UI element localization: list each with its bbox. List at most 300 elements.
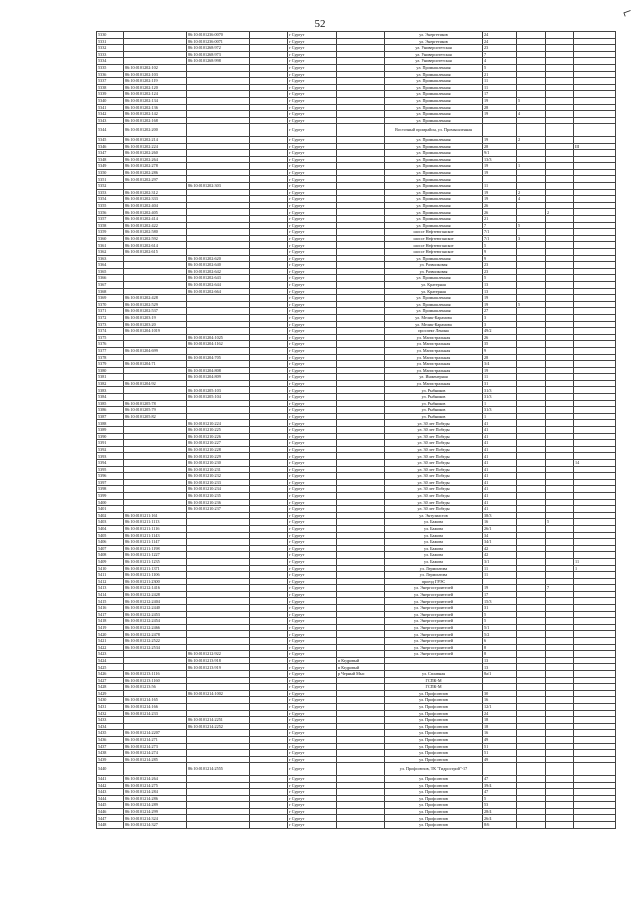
korpus-cell bbox=[517, 519, 546, 526]
room-cell bbox=[574, 281, 616, 288]
row-number: 5355 bbox=[97, 202, 124, 209]
city-cell: г Сургут bbox=[288, 730, 337, 737]
locality-cell bbox=[337, 249, 385, 256]
apartment-cell bbox=[546, 255, 574, 262]
cadastral-number-premises bbox=[187, 815, 250, 822]
house-cell: 19 bbox=[483, 111, 517, 118]
cadastral-number-premises: 86:10:0101202:644 bbox=[187, 281, 250, 288]
korpus-cell bbox=[517, 499, 546, 506]
cadastral-number-premises: 86:10:0101204:1162 bbox=[187, 341, 250, 348]
room-cell bbox=[574, 453, 616, 460]
cadastral-number-premises bbox=[187, 196, 250, 203]
apartment-cell bbox=[546, 78, 574, 85]
street-cell: ул. Магистральная bbox=[385, 341, 483, 348]
korpus-cell bbox=[517, 782, 546, 789]
cadastral-number-building: 86:10:0101214:273 bbox=[124, 743, 187, 750]
blank-cell bbox=[250, 539, 288, 546]
house-cell: 34/1 bbox=[483, 539, 517, 546]
house-cell: 11 bbox=[483, 78, 517, 85]
house-cell: 41 bbox=[483, 466, 517, 473]
locality-cell bbox=[337, 413, 385, 420]
apartment-cell bbox=[546, 58, 574, 65]
korpus-cell bbox=[517, 605, 546, 612]
street-cell: ул. Кратерная bbox=[385, 281, 483, 288]
city-cell: г Сургут bbox=[288, 618, 337, 625]
cadastral-number-building bbox=[124, 433, 187, 440]
cadastral-number-premises bbox=[187, 611, 250, 618]
room-cell bbox=[574, 111, 616, 118]
row-number: 5424 bbox=[97, 657, 124, 664]
korpus-cell bbox=[517, 209, 546, 216]
table-row bbox=[97, 380, 616, 387]
cadastral-number-building bbox=[124, 387, 187, 394]
room-cell bbox=[574, 45, 616, 52]
locality-cell bbox=[337, 552, 385, 559]
blank-cell bbox=[250, 216, 288, 223]
cadastral-number-building: 86:10:0101214:284 bbox=[124, 789, 187, 796]
cadastral-number-premises bbox=[187, 117, 250, 124]
house-cell: 41 bbox=[483, 492, 517, 499]
cadastral-number-building: 86:10:0101211:1198 bbox=[124, 545, 187, 552]
cadastral-number-building: 86:10:0101202:333 bbox=[124, 196, 187, 203]
room-cell bbox=[574, 545, 616, 552]
street-cell: ул. Профсоюзов, ТК "Гидрострой"-17 bbox=[385, 763, 483, 776]
cadastral-number-premises bbox=[187, 618, 250, 625]
street-cell: ул. Промышленная bbox=[385, 222, 483, 229]
city-cell: г Сургут bbox=[288, 328, 337, 335]
city-cell: г Сургут bbox=[288, 104, 337, 111]
row-number: 5439 bbox=[97, 756, 124, 763]
table-row bbox=[97, 638, 616, 645]
apartment-cell bbox=[546, 433, 574, 440]
apartment-cell bbox=[546, 124, 574, 137]
korpus-cell bbox=[517, 545, 546, 552]
blank-cell bbox=[250, 301, 288, 308]
row-number: 5379 bbox=[97, 361, 124, 368]
cadastral-number-premises bbox=[187, 91, 250, 98]
locality-cell bbox=[337, 420, 385, 427]
korpus-cell bbox=[517, 506, 546, 513]
row-number: 5436 bbox=[97, 736, 124, 743]
row-number: 5445 bbox=[97, 802, 124, 809]
blank-cell bbox=[250, 775, 288, 782]
table-row bbox=[97, 314, 616, 321]
apartment-cell bbox=[546, 407, 574, 414]
cadastral-number-premises bbox=[187, 328, 250, 335]
room-cell bbox=[574, 314, 616, 321]
house-cell: 30 bbox=[483, 690, 517, 697]
apartment-cell bbox=[546, 717, 574, 724]
room-cell bbox=[574, 802, 616, 809]
cadastral-number-premises bbox=[187, 638, 250, 645]
street-cell: ул. Энергостроителей bbox=[385, 585, 483, 592]
house-cell: 3/4 bbox=[483, 361, 517, 368]
house-cell: 16 bbox=[483, 730, 517, 737]
locality-cell bbox=[337, 532, 385, 539]
korpus-cell bbox=[517, 281, 546, 288]
blank-cell bbox=[250, 71, 288, 78]
cadastral-number-building: 86:10:0101202:142 bbox=[124, 111, 187, 118]
locality-cell bbox=[337, 91, 385, 98]
cadastral-number-building bbox=[124, 506, 187, 513]
city-cell: г Сургут bbox=[288, 697, 337, 704]
city-cell: г Сургут bbox=[288, 717, 337, 724]
table-row bbox=[97, 71, 616, 78]
city-cell: г Сургут bbox=[288, 710, 337, 717]
cadastral-number-premises: 86:10:0101210:232 bbox=[187, 473, 250, 480]
city-cell: г Сургут bbox=[288, 400, 337, 407]
page-number: 52 bbox=[314, 18, 326, 30]
room-cell bbox=[574, 407, 616, 414]
apartment-cell bbox=[546, 802, 574, 809]
row-number: 5390 bbox=[97, 433, 124, 440]
blank-cell bbox=[250, 268, 288, 275]
blank-cell bbox=[250, 314, 288, 321]
city-cell: г Сургут bbox=[288, 690, 337, 697]
city-cell: г Сургут bbox=[288, 453, 337, 460]
cadastral-number-premises: 86:10:0101204:809 bbox=[187, 374, 250, 381]
korpus-cell bbox=[517, 492, 546, 499]
cadastral-number-premises bbox=[187, 169, 250, 176]
locality-cell bbox=[337, 169, 385, 176]
city-cell: г Сургут bbox=[288, 196, 337, 203]
blank-cell bbox=[250, 97, 288, 104]
street-cell: ул. Бажова bbox=[385, 545, 483, 552]
korpus-cell bbox=[517, 124, 546, 137]
house-cell: 9 bbox=[483, 255, 517, 262]
locality-cell: п Кедровый bbox=[337, 664, 385, 671]
city-cell: г Сургут bbox=[288, 216, 337, 223]
house-cell: 1 bbox=[483, 400, 517, 407]
locality-cell bbox=[337, 723, 385, 730]
locality-cell bbox=[337, 789, 385, 796]
locality-cell bbox=[337, 183, 385, 190]
street-cell: ул. Развилковая bbox=[385, 268, 483, 275]
korpus-cell bbox=[517, 308, 546, 315]
apartment-cell bbox=[546, 242, 574, 249]
table-row bbox=[97, 32, 616, 39]
blank-cell bbox=[250, 58, 288, 65]
room-cell bbox=[574, 334, 616, 341]
cadastral-number-building: 86:10:0101202:214 bbox=[124, 136, 187, 143]
korpus-cell bbox=[517, 407, 546, 414]
locality-cell bbox=[337, 136, 385, 143]
locality-cell bbox=[337, 479, 385, 486]
house-cell: 53 bbox=[483, 802, 517, 809]
apartment-cell bbox=[546, 229, 574, 236]
room-cell bbox=[574, 822, 616, 829]
street-cell: ул. Энергостроителей bbox=[385, 605, 483, 612]
house-cell: 8а/1 bbox=[483, 671, 517, 678]
street-cell: ул. Бажова bbox=[385, 525, 483, 532]
room-cell bbox=[574, 651, 616, 658]
row-number: 5425 bbox=[97, 664, 124, 671]
cadastral-number-building: 86:10:0101211:1143 bbox=[124, 532, 187, 539]
apartment-cell bbox=[546, 111, 574, 118]
room-cell bbox=[574, 710, 616, 717]
table-row bbox=[97, 651, 616, 658]
locality-cell bbox=[337, 624, 385, 631]
cadastral-number-building: 86:10:0101212:2454 bbox=[124, 618, 187, 625]
locality-cell bbox=[337, 394, 385, 401]
apartment-cell bbox=[546, 730, 574, 737]
street-cell: ГСПК-М bbox=[385, 684, 483, 691]
city-cell: г Сургут bbox=[288, 723, 337, 730]
row-number: 5432 bbox=[97, 710, 124, 717]
house-cell: 19 bbox=[483, 301, 517, 308]
locality-cell bbox=[337, 38, 385, 45]
blank-cell bbox=[250, 262, 288, 269]
apartment-cell bbox=[546, 183, 574, 190]
row-number: 5370 bbox=[97, 301, 124, 308]
table-row bbox=[97, 763, 616, 776]
cadastral-number-premises bbox=[187, 736, 250, 743]
row-number: 5444 bbox=[97, 795, 124, 802]
locality-cell bbox=[337, 815, 385, 822]
cadastral-number-building bbox=[124, 664, 187, 671]
city-cell: г Сургут bbox=[288, 703, 337, 710]
korpus-cell bbox=[517, 677, 546, 684]
room-cell bbox=[574, 32, 616, 39]
cadastral-number-building: 86:10:0101212:2466 bbox=[124, 624, 187, 631]
apartment-cell bbox=[546, 400, 574, 407]
city-cell: г Сургут bbox=[288, 427, 337, 434]
table-row bbox=[97, 341, 616, 348]
street-cell: ул. Промышленная bbox=[385, 209, 483, 216]
table-row bbox=[97, 328, 616, 335]
apartment-cell bbox=[546, 756, 574, 763]
korpus-cell bbox=[517, 479, 546, 486]
house-cell: 16 bbox=[483, 519, 517, 526]
row-number: 5354 bbox=[97, 196, 124, 203]
room-cell: 14 bbox=[574, 460, 616, 467]
street-cell: ул. Университетская bbox=[385, 45, 483, 52]
street-cell: ул. Промышленная bbox=[385, 136, 483, 143]
locality-cell bbox=[337, 631, 385, 638]
room-cell bbox=[574, 440, 616, 447]
room-cell bbox=[574, 486, 616, 493]
blank-cell bbox=[250, 479, 288, 486]
cadastral-number-premises: 86:10:0101204:808 bbox=[187, 367, 250, 374]
row-number: 5428 bbox=[97, 684, 124, 691]
apartment-cell bbox=[546, 815, 574, 822]
cadastral-number-building bbox=[124, 58, 187, 65]
cadastral-number-premises: 86:10:0101202:640 bbox=[187, 262, 250, 269]
korpus-cell bbox=[517, 763, 546, 776]
house-cell: 42 bbox=[483, 552, 517, 559]
room-cell bbox=[574, 361, 616, 368]
table-row bbox=[97, 38, 616, 45]
city-cell: г Сургут bbox=[288, 38, 337, 45]
house-cell: 15/3 bbox=[483, 598, 517, 605]
cadastral-number-premises: 86:10:0101210:229 bbox=[187, 453, 250, 460]
cadastral-number-building: 86:10:0101202:592 bbox=[124, 235, 187, 242]
cadastral-number-building bbox=[124, 268, 187, 275]
room-cell bbox=[574, 354, 616, 361]
row-number: 5394 bbox=[97, 460, 124, 467]
cadastral-number-premises: 86:10:0101210:227 bbox=[187, 440, 250, 447]
row-number: 5398 bbox=[97, 486, 124, 493]
city-cell: г Сургут bbox=[288, 624, 337, 631]
city-cell: г Сургут bbox=[288, 558, 337, 565]
locality-cell bbox=[337, 209, 385, 216]
apartment-cell bbox=[546, 651, 574, 658]
room-cell bbox=[574, 242, 616, 249]
cadastral-number-premises bbox=[187, 750, 250, 757]
street-cell: шоссе Нефтеюганское bbox=[385, 249, 483, 256]
row-number: 5359 bbox=[97, 229, 124, 236]
table-row bbox=[97, 255, 616, 262]
room-cell bbox=[574, 736, 616, 743]
table-row bbox=[97, 275, 616, 282]
house-cell: 47 bbox=[483, 789, 517, 796]
cadastral-number-premises bbox=[187, 519, 250, 526]
city-cell: г Сургут bbox=[288, 822, 337, 829]
apartment-cell bbox=[546, 473, 574, 480]
table-row bbox=[97, 618, 616, 625]
table-row bbox=[97, 539, 616, 546]
blank-cell bbox=[250, 545, 288, 552]
cadastral-number-premises: 86:10:0101236:0070 bbox=[187, 32, 250, 39]
cadastral-number-building: 86:10:0101214:289 bbox=[124, 802, 187, 809]
street-cell: ул. Бажова bbox=[385, 539, 483, 546]
cadastral-number-building: 86:10:0101202:103 bbox=[124, 71, 187, 78]
blank-cell bbox=[250, 117, 288, 124]
locality-cell bbox=[337, 644, 385, 651]
row-number: 5373 bbox=[97, 321, 124, 328]
korpus-cell bbox=[517, 703, 546, 710]
table-row bbox=[97, 631, 616, 638]
apartment-cell bbox=[546, 117, 574, 124]
cadastral-number-building bbox=[124, 651, 187, 658]
locality-cell bbox=[337, 750, 385, 757]
locality-cell bbox=[337, 275, 385, 282]
blank-cell bbox=[250, 222, 288, 229]
korpus-cell bbox=[517, 255, 546, 262]
cadastral-number-building: 86:10:0101212:2522 bbox=[124, 638, 187, 645]
blank-cell bbox=[250, 51, 288, 58]
korpus-cell bbox=[517, 117, 546, 124]
cadastral-number-premises: 86:10:0101213:919 bbox=[187, 664, 250, 671]
cadastral-number-building: 86:10:0101214:285 bbox=[124, 756, 187, 763]
cadastral-number-premises bbox=[187, 189, 250, 196]
locality-cell bbox=[337, 288, 385, 295]
register-sheet bbox=[96, 31, 582, 889]
blank-cell bbox=[250, 124, 288, 137]
house-cell: 19 bbox=[483, 97, 517, 104]
street-cell: ул. Промышленная bbox=[385, 202, 483, 209]
row-number: 5448 bbox=[97, 822, 124, 829]
cadastral-number-premises bbox=[187, 572, 250, 579]
row-number: 5346 bbox=[97, 143, 124, 150]
korpus-cell bbox=[517, 427, 546, 434]
row-number: 5401 bbox=[97, 506, 124, 513]
house-cell bbox=[483, 677, 517, 684]
blank-cell bbox=[250, 380, 288, 387]
cadastral-number-premises bbox=[187, 644, 250, 651]
city-cell: г Сургут bbox=[288, 433, 337, 440]
row-number: 5348 bbox=[97, 156, 124, 163]
house-cell: 41 bbox=[483, 427, 517, 434]
locality-cell bbox=[337, 763, 385, 776]
table-row bbox=[97, 196, 616, 203]
korpus-cell bbox=[517, 789, 546, 796]
cadastral-number-building: 86:10:0101205:79 bbox=[124, 407, 187, 414]
room-cell bbox=[574, 690, 616, 697]
house-cell: 47 bbox=[483, 775, 517, 782]
city-cell: г Сургут bbox=[288, 334, 337, 341]
street-cell: ул. Рыбников bbox=[385, 387, 483, 394]
room-cell bbox=[574, 808, 616, 815]
street-cell: ул. Профсоюзов bbox=[385, 802, 483, 809]
city-cell: г Сургут bbox=[288, 486, 337, 493]
blank-cell bbox=[250, 743, 288, 750]
house-cell: 8 bbox=[483, 651, 517, 658]
korpus-cell bbox=[517, 591, 546, 598]
street-cell: ул. Энергостроителей bbox=[385, 644, 483, 651]
city-cell: г Сургут bbox=[288, 143, 337, 150]
table-row bbox=[97, 460, 616, 467]
table-row bbox=[97, 45, 616, 52]
apartment-cell bbox=[546, 572, 574, 579]
house-cell: 19 bbox=[483, 169, 517, 176]
room-cell bbox=[574, 585, 616, 592]
house-cell: 24 bbox=[483, 32, 517, 39]
street-cell: ул. 30 лет Победы bbox=[385, 420, 483, 427]
blank-cell bbox=[250, 136, 288, 143]
korpus-cell bbox=[517, 176, 546, 183]
street-cell: ул. Мелик-Карамова bbox=[385, 314, 483, 321]
house-cell: 3 bbox=[483, 321, 517, 328]
room-cell bbox=[574, 367, 616, 374]
row-number: 5396 bbox=[97, 473, 124, 480]
row-number: 5411 bbox=[97, 572, 124, 579]
room-cell bbox=[574, 539, 616, 546]
street-cell: ул. Бажова bbox=[385, 532, 483, 539]
korpus-cell bbox=[517, 552, 546, 559]
street-cell: ул. Мелик-Карамова bbox=[385, 321, 483, 328]
city-cell: г Сургут bbox=[288, 578, 337, 585]
row-number: 5443 bbox=[97, 789, 124, 796]
city-cell: г Сургут bbox=[288, 374, 337, 381]
cadastral-number-building bbox=[124, 499, 187, 506]
city-cell: г Сургут bbox=[288, 795, 337, 802]
street-cell: ул. Лермонтова bbox=[385, 572, 483, 579]
street-cell: ул. Профсоюзов bbox=[385, 756, 483, 763]
apartment-cell bbox=[546, 281, 574, 288]
apartment-cell bbox=[546, 808, 574, 815]
blank-cell bbox=[250, 235, 288, 242]
street-cell: ул. Бажова bbox=[385, 558, 483, 565]
city-cell: г Сургут bbox=[288, 117, 337, 124]
city-cell: г Сургут bbox=[288, 295, 337, 302]
street-cell: проезд ГРЭС bbox=[385, 578, 483, 585]
city-cell: г Сургут bbox=[288, 638, 337, 645]
table-row bbox=[97, 334, 616, 341]
table-row bbox=[97, 671, 616, 678]
cadastral-number-premises bbox=[187, 156, 250, 163]
city-cell: г Сургут bbox=[288, 189, 337, 196]
street-cell: ул. Бажова bbox=[385, 519, 483, 526]
apartment-cell bbox=[546, 466, 574, 473]
city-cell: г Сургут bbox=[288, 202, 337, 209]
room-cell bbox=[574, 202, 616, 209]
blank-cell bbox=[250, 736, 288, 743]
table-row bbox=[97, 111, 616, 118]
cadastral-number-building bbox=[124, 32, 187, 39]
blank-cell bbox=[250, 512, 288, 519]
apartment-cell bbox=[546, 45, 574, 52]
